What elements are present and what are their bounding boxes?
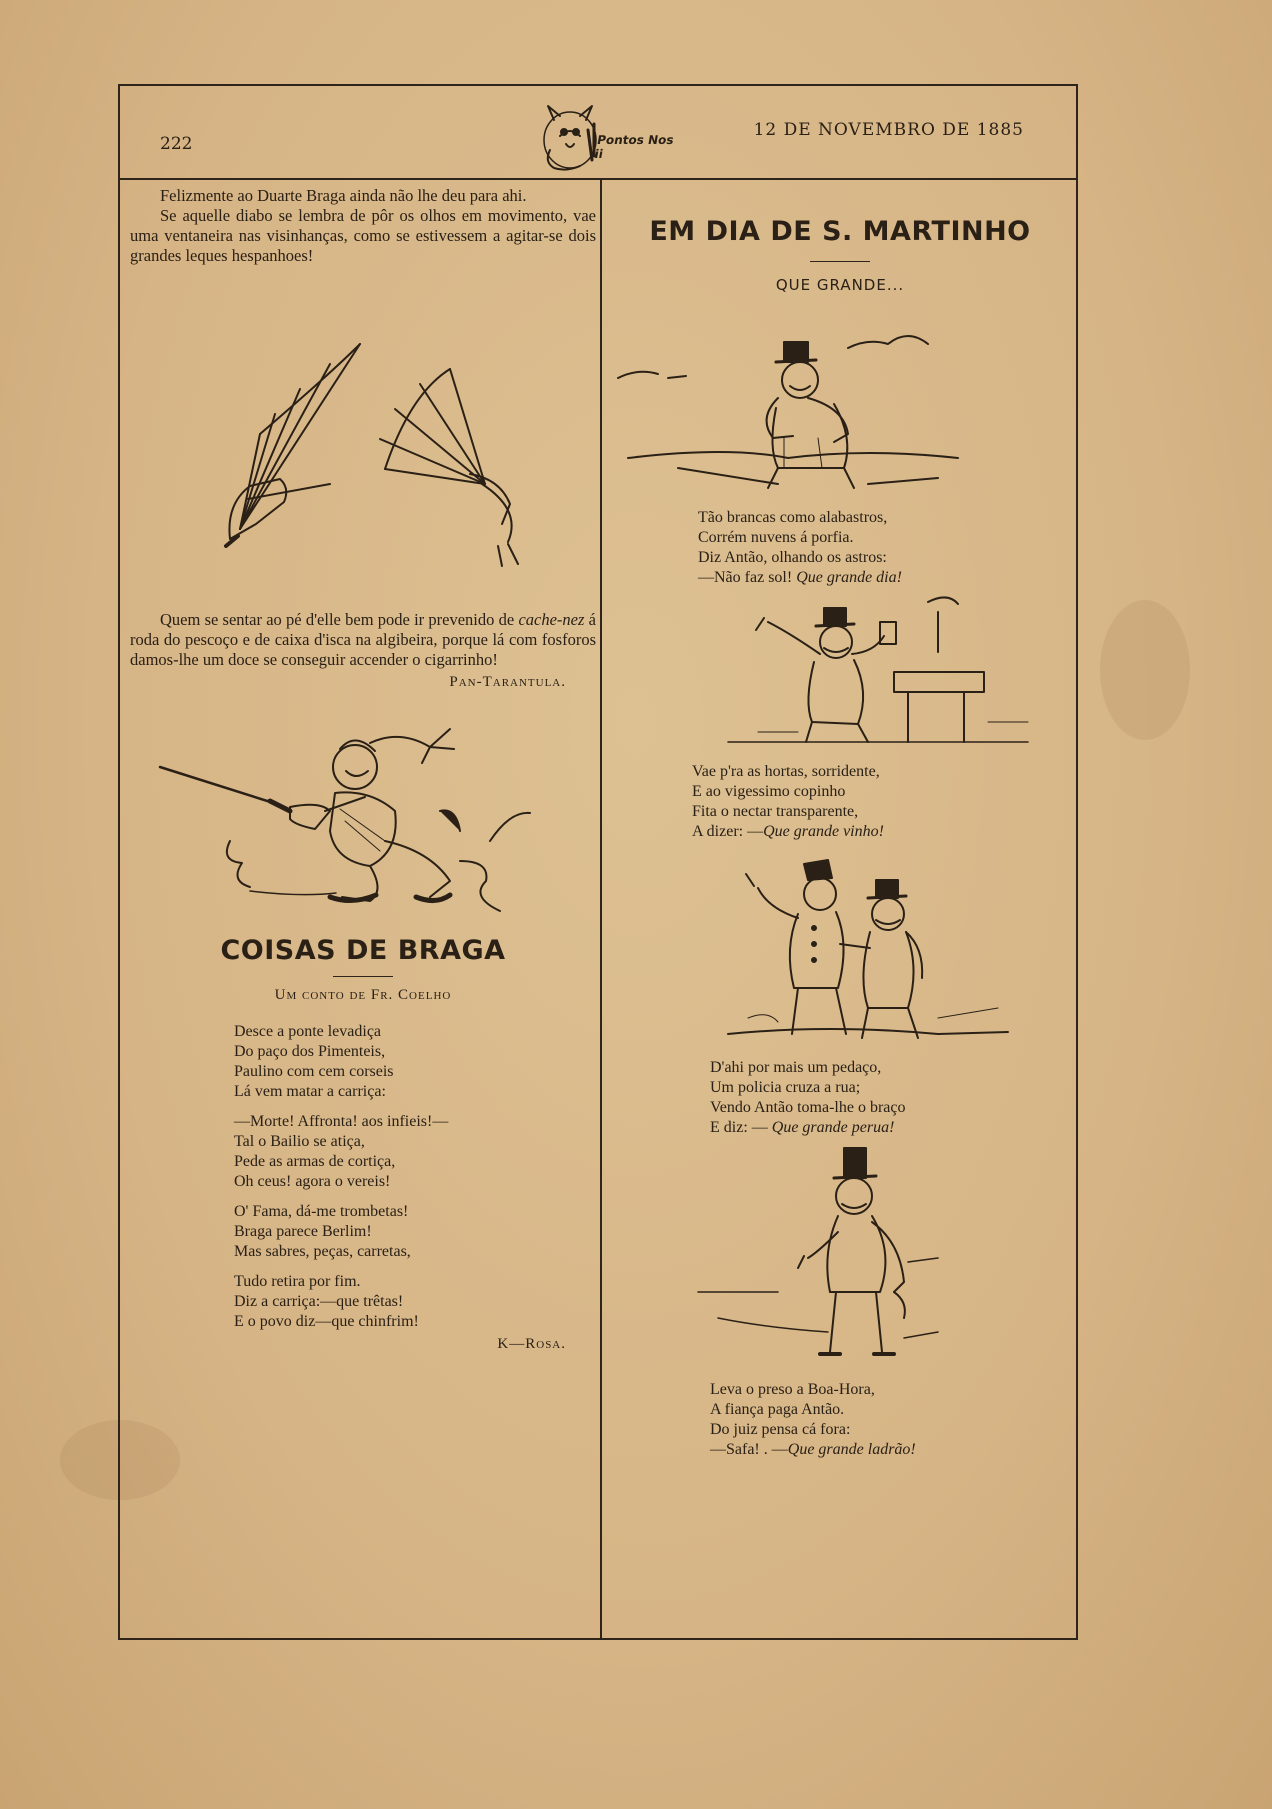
coisas-title: COISAS DE BRAGA <box>220 935 506 966</box>
verse-line: Diz Antão, olhando os astros: <box>698 549 887 566</box>
antao-drinking-illustration <box>608 592 1072 752</box>
coisas-stanza <box>234 1272 596 1332</box>
signature-pan-tarantula: Pan-Tarantula. <box>449 674 566 690</box>
verse-line-last <box>692 822 1072 842</box>
martinho-stanza-2 <box>692 762 1072 842</box>
verse-plain: —Safa! . — <box>710 1441 788 1458</box>
coisas-stanza <box>234 1022 596 1102</box>
martinho-title: EM DIA DE S. MARTINHO <box>649 216 1031 247</box>
verse-line: A fiança paga Antão. <box>710 1401 845 1418</box>
intro-paragraph-1: Felizmente ao Duarte Braga ainda não lhe deu para ahi. <box>160 186 527 205</box>
masthead-title: Pontos Nos ii <box>593 133 675 161</box>
antao-prisoner-illustration <box>608 1142 1072 1372</box>
fans-illustration <box>130 274 596 604</box>
verse-line: —Morte! Affronta! aos infieis!— <box>234 1113 449 1130</box>
verse-plain: E diz: — <box>710 1119 772 1136</box>
warning-italic: cache-nez <box>518 610 585 629</box>
title-rule <box>333 976 393 977</box>
verse-italic: Que grande ladrão! <box>787 1441 916 1458</box>
intro-paragraph-2: Se aquelle diabo se lembra de pôr os olhos em movimento, vae uma ventaneira nas visinhanças, como se estivessem a agitar-se dois grandes leques hespanhoes! <box>130 206 596 265</box>
verse-line: Vendo Antão toma-lhe o braço <box>710 1099 906 1116</box>
martinho-subtitle: QUE GRANDE... <box>775 276 905 294</box>
signature-k-rosa: K—Rosa. <box>497 1336 566 1352</box>
antao-sky-illustration <box>608 308 1072 498</box>
coisas-byline: Um conto de Fr. Coelho <box>274 987 452 1003</box>
left-column <box>130 186 596 1353</box>
coisas-stanza <box>234 1202 596 1262</box>
verse-line: Braga parece Berlim! <box>234 1223 372 1240</box>
right-column <box>608 186 1072 1460</box>
verse-line: Pede as armas de cortiça, <box>234 1153 396 1170</box>
sword-man-illustration <box>130 701 596 921</box>
page-number: 222 <box>160 134 193 154</box>
verse-line: Do paço dos Pimenteis, <box>234 1043 386 1060</box>
paper-stain <box>1100 600 1190 740</box>
verse-plain: A dizer: — <box>692 823 764 840</box>
martinho-stanza-4 <box>710 1380 1072 1460</box>
martinho-stanza-3 <box>710 1058 1072 1138</box>
page-header <box>120 86 1076 180</box>
verse-line: Do juiz pensa cá fora: <box>710 1421 851 1438</box>
warning-text-end: á roda do pescoço e de caixa d'isca na algibeira, porque lá com fosforos damos-lhe um doce se conseguir accender o cigarrinho! <box>130 610 596 669</box>
verse-line-last <box>698 568 1072 588</box>
column-divider <box>600 178 602 1638</box>
verse-line: Mas sabres, peças, carretas, <box>234 1243 411 1260</box>
verse-italic: Que grande perua! <box>771 1119 895 1136</box>
policeman-illustration <box>608 848 1072 1048</box>
verse-line: Tão brancas como alabastros, <box>698 509 888 526</box>
verse-line: Corrém nuvens á porfia. <box>698 529 854 546</box>
verse-line: Desce a ponte levadiça <box>234 1023 382 1040</box>
title-rule <box>810 261 870 262</box>
martinho-stanza-1 <box>698 508 1072 588</box>
verse-line: Fita o nectar transparente, <box>692 803 859 820</box>
verse-line: Diz a carriça:—que trêtas! <box>234 1293 404 1310</box>
page-frame <box>118 84 1078 1640</box>
verse-line: D'ahi por mais um pedaço, <box>710 1059 882 1076</box>
verse-line: Leva o preso a Boa-Hora, <box>710 1381 875 1398</box>
verse-italic: Que grande dia! <box>796 569 902 586</box>
warning-text-start: Quem se sentar ao pé d'elle bem pode ir prevenido de <box>160 610 519 629</box>
verse-line: Tudo retira por fim. <box>234 1273 361 1290</box>
coisas-stanza <box>234 1112 596 1192</box>
warning-paragraph <box>130 610 596 670</box>
masthead-logo <box>530 100 680 174</box>
verse-plain: —Não faz sol! <box>698 569 797 586</box>
verse-line: Um policia cruza a rua; <box>710 1079 861 1096</box>
verse-line: Lá vem matar a carriça: <box>234 1083 386 1100</box>
verse-line: Paulino com cem corseis <box>234 1063 394 1080</box>
verse-line: O' Fama, dá-me trombetas! <box>234 1203 409 1220</box>
issue-date: 12 DE NOVEMBRO DE 1885 <box>753 120 1024 140</box>
verse-italic: Que grande vinho! <box>763 823 884 840</box>
verse-line: Oh ceus! agora o vereis! <box>234 1173 391 1190</box>
verse-line: Vae p'ra as hortas, sorridente, <box>692 763 880 780</box>
verse-line: Tal o Bailio se atiça, <box>234 1133 365 1150</box>
verse-line: E o povo diz—que chinfrim! <box>234 1313 419 1330</box>
verse-line: E ao vigessimo copinho <box>692 783 846 800</box>
verse-line-last <box>710 1440 1072 1460</box>
coisas-poem <box>234 1022 596 1332</box>
verse-line-last <box>710 1118 1072 1138</box>
